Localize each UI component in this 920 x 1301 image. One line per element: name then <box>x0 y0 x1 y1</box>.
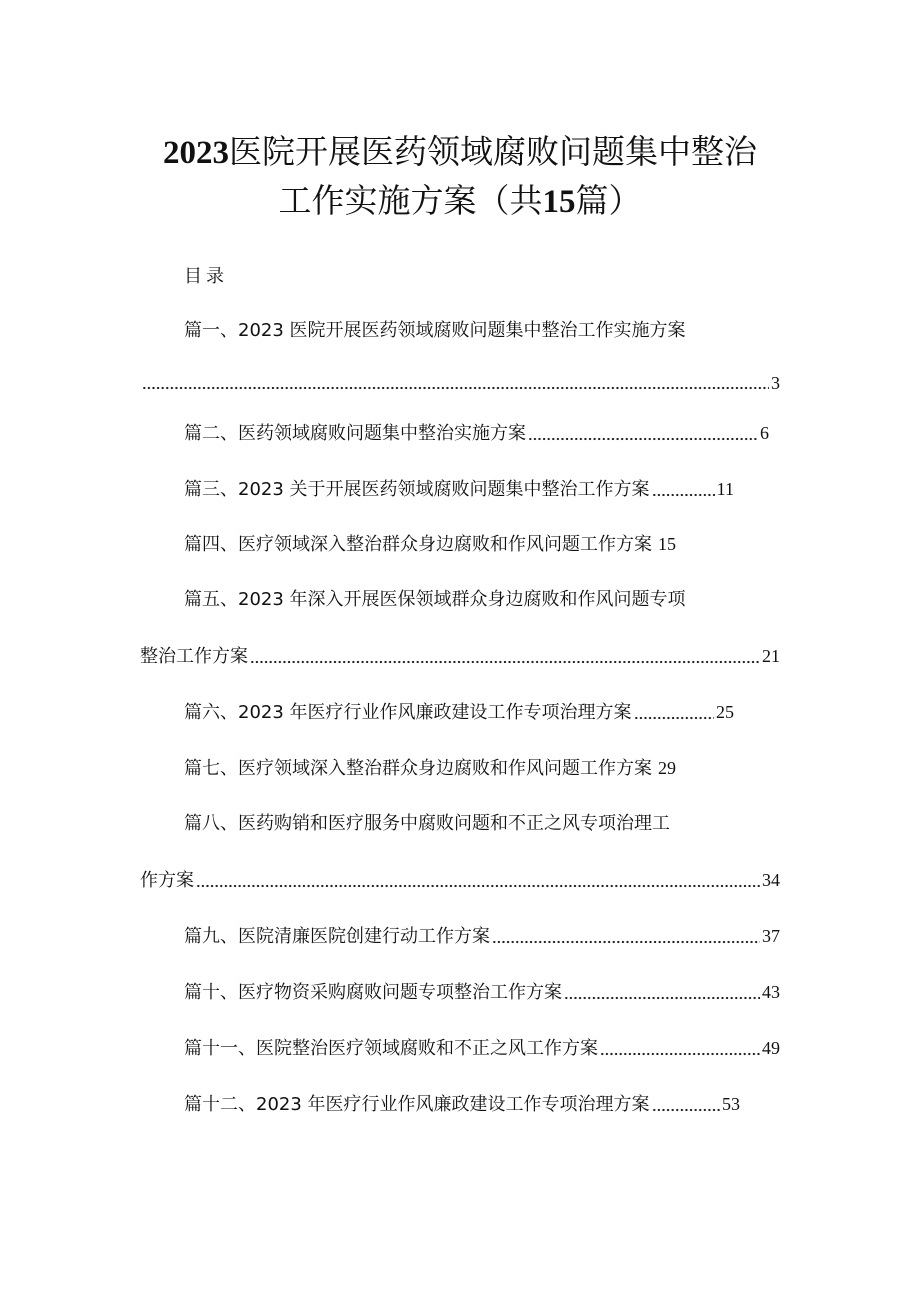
title-line-2-text-a: 工作实施方案（共 <box>278 181 543 220</box>
toc-leader-dots <box>528 437 758 441</box>
toc-entry-6[interactable] <box>184 699 734 726</box>
title-line-1 <box>163 132 757 171</box>
toc-leader-dots <box>196 884 760 888</box>
toc-page-number: 49 <box>762 1038 780 1058</box>
toc-entry-text: 整治工作方案 <box>140 646 248 667</box>
toc-entry-text: 篇五、2023 年深入开展医保领域群众身边腐败和作风问题专项 <box>184 589 686 610</box>
toc-entry-text: 篇九、医院清廉医院创建行动工作方案 <box>184 926 490 947</box>
toc-entry-text: 篇七、医疗领域深入整治群众身边腐败和作风问题工作方案 <box>184 758 652 779</box>
toc-page-number: 15 <box>658 534 676 554</box>
toc-page-number: 21 <box>762 646 780 666</box>
toc-leader-dots <box>652 1108 720 1112</box>
toc-page-number: 29 <box>658 758 676 778</box>
toc-entry-text: 篇十一、医院整治医疗领域腐败和不正之风工作方案 <box>184 1038 598 1059</box>
toc-leader-dots <box>634 716 714 720</box>
document-title <box>0 128 920 226</box>
toc-page-number: 43 <box>762 982 780 1002</box>
toc-entry-text: 篇八、医药购销和医疗服务中腐败问题和不正之风专项治理工 <box>184 813 670 834</box>
toc-entry-5-continuation[interactable] <box>140 643 780 670</box>
toc-entry-text: 篇二、医药领域腐败问题集中整治实施方案 <box>184 423 526 444</box>
toc-entry-4[interactable] <box>184 531 744 558</box>
toc-entry-2[interactable] <box>184 420 769 447</box>
title-count: 15 <box>542 184 576 220</box>
title-year: 2023 <box>163 135 229 171</box>
toc-entry-text: 作方案 <box>140 870 194 891</box>
toc-page-number: 25 <box>716 702 734 722</box>
toc-page-number: 11 <box>716 479 734 499</box>
toc-entry-8-continuation[interactable] <box>140 867 780 894</box>
toc-entry-10[interactable] <box>184 979 780 1006</box>
toc-leader-dots <box>600 1052 760 1056</box>
toc-entry-11[interactable] <box>184 1035 780 1062</box>
toc-leader-dots <box>492 940 760 944</box>
toc-entry-9[interactable] <box>184 923 780 950</box>
title-line-2-text-b: 篇） <box>575 181 642 220</box>
toc-entry-1[interactable] <box>184 318 744 344</box>
toc-entry-3[interactable] <box>184 476 734 503</box>
toc-entry-8[interactable] <box>184 811 744 837</box>
toc-heading: 目录 <box>184 266 228 287</box>
toc-entry-7[interactable] <box>184 755 744 782</box>
toc-entry-text: 篇十二、2023 年医疗行业作风廉政建设工作专项治理方案 <box>184 1094 650 1115</box>
toc-page-number: 53 <box>722 1094 740 1114</box>
toc-page-number: 37 <box>762 926 780 946</box>
toc-page-number: 3 <box>771 373 780 393</box>
toc-entry-12[interactable] <box>184 1091 740 1118</box>
toc-entry-text: 篇三、2023 关于开展医药领域腐败问题集中整治工作方案 <box>184 479 650 500</box>
toc-entry-text: 篇一、2023 医院开展医药领域腐败问题集中整治工作实施方案 <box>184 320 686 341</box>
toc-entry-1-continuation[interactable] <box>140 370 780 396</box>
toc-entry-text: 篇六、2023 年医疗行业作风廉政建设工作专项治理方案 <box>184 702 632 723</box>
toc-entry-5[interactable] <box>184 587 744 613</box>
toc-leader-dots <box>142 386 769 390</box>
toc-entry-text: 篇十、医疗物资采购腐败问题专项整治工作方案 <box>184 982 562 1003</box>
toc-page-number: 6 <box>760 423 769 443</box>
toc-leader-dots <box>564 996 760 1000</box>
toc-leader-dots <box>652 493 715 497</box>
toc-page-number: 34 <box>762 870 780 890</box>
title-line-1-text: 医院开展医药领域腐败问题集中整治 <box>229 132 757 171</box>
toc-entry-text: 篇四、医疗领域深入整治群众身边腐败和作风问题工作方案 <box>184 534 652 555</box>
title-line-2 <box>279 181 642 220</box>
toc-leader-dots <box>250 660 760 664</box>
